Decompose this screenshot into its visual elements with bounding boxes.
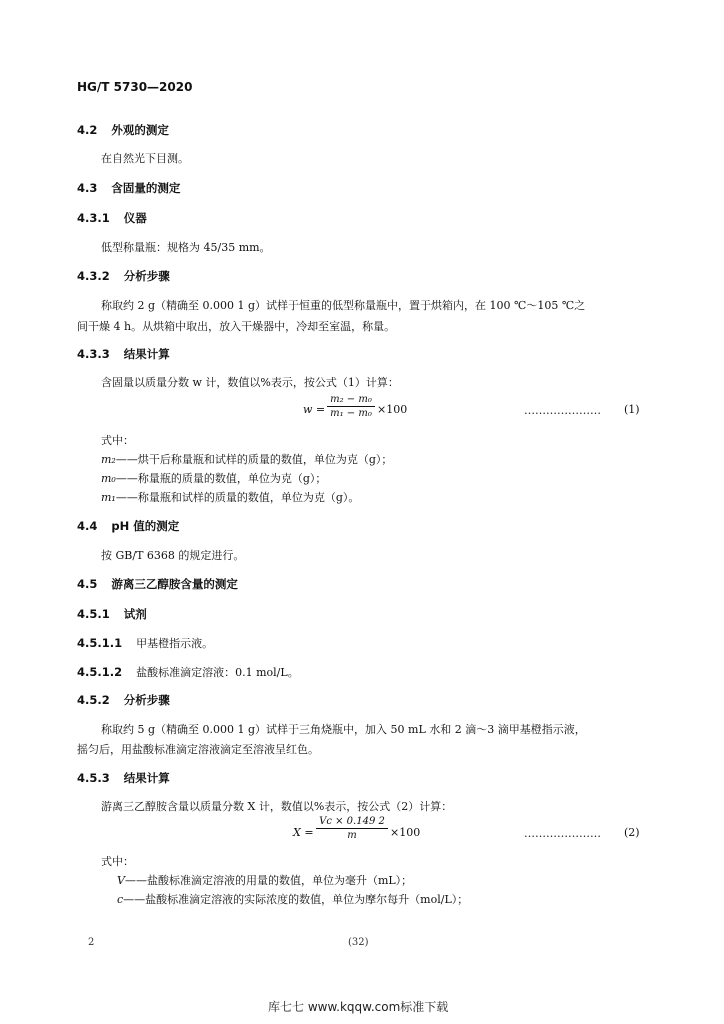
section-4-2-heading xyxy=(77,122,169,138)
section-number: 4.5 xyxy=(77,577,98,591)
section-title: 结果计算 xyxy=(123,347,170,361)
definition: ——称量瓶的质量的数值，单位为克（g）； xyxy=(115,472,327,485)
section-4-5-1-2 xyxy=(77,664,299,680)
fraction-bar xyxy=(316,828,388,829)
formula-2-lhs: X = xyxy=(293,826,314,839)
section-4-4-heading xyxy=(77,518,179,534)
section-4-5-1-heading xyxy=(77,606,147,622)
formula-1-fraction xyxy=(327,394,375,419)
formula-2-def-c xyxy=(117,891,468,907)
formula-2-leader: ………………… xyxy=(524,827,601,840)
definition: ——盐酸标准滴定溶液的实际浓度的数值，单位为摩尔每升（mol/L）； xyxy=(123,893,469,906)
section-number: 4.3.1 xyxy=(77,211,110,225)
section-number: 4.5.1.2 xyxy=(77,665,123,679)
section-4-3-heading xyxy=(77,180,180,196)
formula-1-where: 式中： xyxy=(101,434,134,447)
section-title: 含固量的测定 xyxy=(111,181,181,195)
section-4-5-2-heading xyxy=(77,692,170,708)
section-text: 甲基橙指示液。 xyxy=(136,637,214,650)
section-4-5-1-1 xyxy=(77,635,213,651)
section-4-3-1-text: 低型称量瓶：规格为 45/35 mm。 xyxy=(101,241,271,254)
formula-2-numerator: Vc × 0.149 2 xyxy=(319,816,385,827)
section-title: 仪器 xyxy=(123,211,147,225)
section-4-3-2-line2: 间干燥 4 h。从烘箱中取出，放入干燥器中，冷却至室温，称量。 xyxy=(77,320,396,333)
symbol: m₂ xyxy=(101,453,116,466)
formula-2-def-V xyxy=(117,872,412,888)
section-4-5-3-heading xyxy=(77,770,170,786)
formula-1-numerator: m₂ − m₀ xyxy=(330,394,372,405)
section-4-3-1-heading xyxy=(77,210,147,226)
formula-1-denominator: m₁ − m₀ xyxy=(330,408,372,419)
section-number: 4.5.3 xyxy=(77,771,110,785)
section-4-3-2-heading xyxy=(77,268,170,284)
definition: ——盐酸标准滴定溶液的用量的数值，单位为毫升（mL）； xyxy=(124,874,413,887)
section-4-5-2-line2: 摇匀后，用盐酸标准滴定溶液滴定至溶液呈红色。 xyxy=(77,743,319,756)
fraction-bar xyxy=(327,406,375,407)
section-4-5-3-intro: 游离三乙醇胺含量以质量分数 X 计，数值以%表示，按公式（2）计算： xyxy=(101,800,453,813)
formula-1-def-m1 xyxy=(101,489,359,505)
formula-1-leader: ………………… xyxy=(524,404,601,417)
section-title: 游离三乙醇胺含量的测定 xyxy=(111,577,238,591)
section-title: 结果计算 xyxy=(123,771,170,785)
section-number: 4.5.1 xyxy=(77,607,110,621)
section-title: 分析步骤 xyxy=(123,269,170,283)
section-4-4-text: 按 GB/T 6368 的规定进行。 xyxy=(101,549,245,562)
symbol: m₀ xyxy=(101,472,116,485)
section-number: 4.5.1.1 xyxy=(77,636,123,650)
formula-2-number: (2) xyxy=(624,826,640,839)
section-title: pH 值的测定 xyxy=(111,519,180,533)
section-text: 盐酸标准滴定溶液：0.1 mol/L。 xyxy=(136,666,299,679)
page-number: 2 xyxy=(88,937,95,948)
section-number: 4.2 xyxy=(77,123,98,137)
standard-number: HG/T 5730—2020 xyxy=(77,80,193,94)
formula-2-times: ×100 xyxy=(390,826,421,839)
section-4-3-3-heading xyxy=(77,346,170,362)
formula-2-fraction xyxy=(316,816,388,841)
formula-2-where: 式中： xyxy=(101,855,134,868)
section-4-3-3-intro: 含固量以质量分数 w 计，数值以%表示，按公式（1）计算： xyxy=(101,376,399,389)
section-4-5-2-line1: 称取约 5 g（精确至 0.000 1 g）试样于三角烧瓶中，加入 50 mL 水和 2 滴～3 滴甲基橙指示液， xyxy=(101,723,586,736)
section-number: 4.4 xyxy=(77,519,98,533)
formula-2-denominator: m xyxy=(347,830,357,841)
section-4-3-2-line1: 称取约 2 g（精确至 0.000 1 g）试样于恒重的低型称量瓶中，置于烘箱内，在 100 ℃～105 ℃之 xyxy=(101,299,586,312)
section-number: 4.3.2 xyxy=(77,269,110,283)
formula-1-def-m2 xyxy=(101,451,392,467)
symbol: m₁ xyxy=(101,491,116,504)
formula-1-def-m0 xyxy=(101,470,326,486)
section-title: 外观的测定 xyxy=(111,123,169,137)
section-title: 试剂 xyxy=(123,607,147,621)
sheet-number: (32) xyxy=(348,937,369,948)
definition: ——称量瓶和试样的质量的数值，单位为克（g）。 xyxy=(115,491,360,504)
symbol: c xyxy=(117,893,124,906)
formula-1-number: (1) xyxy=(624,403,640,416)
section-4-5-heading xyxy=(77,576,238,592)
formula-1-lhs: w = xyxy=(303,403,326,416)
formula-1-times: ×100 xyxy=(377,403,408,416)
section-number: 4.5.2 xyxy=(77,693,110,707)
section-title: 分析步骤 xyxy=(123,693,170,707)
section-4-2-text: 在自然光下目测。 xyxy=(101,152,189,165)
section-number: 4.3 xyxy=(77,181,98,195)
symbol: V xyxy=(117,874,125,887)
watermark-text: 库七七 www.kqqw.com标准下载 xyxy=(268,1000,449,1014)
section-number: 4.3.3 xyxy=(77,347,110,361)
definition: ——烘干后称量瓶和试样的质量的数值，单位为克（g）； xyxy=(115,453,393,466)
